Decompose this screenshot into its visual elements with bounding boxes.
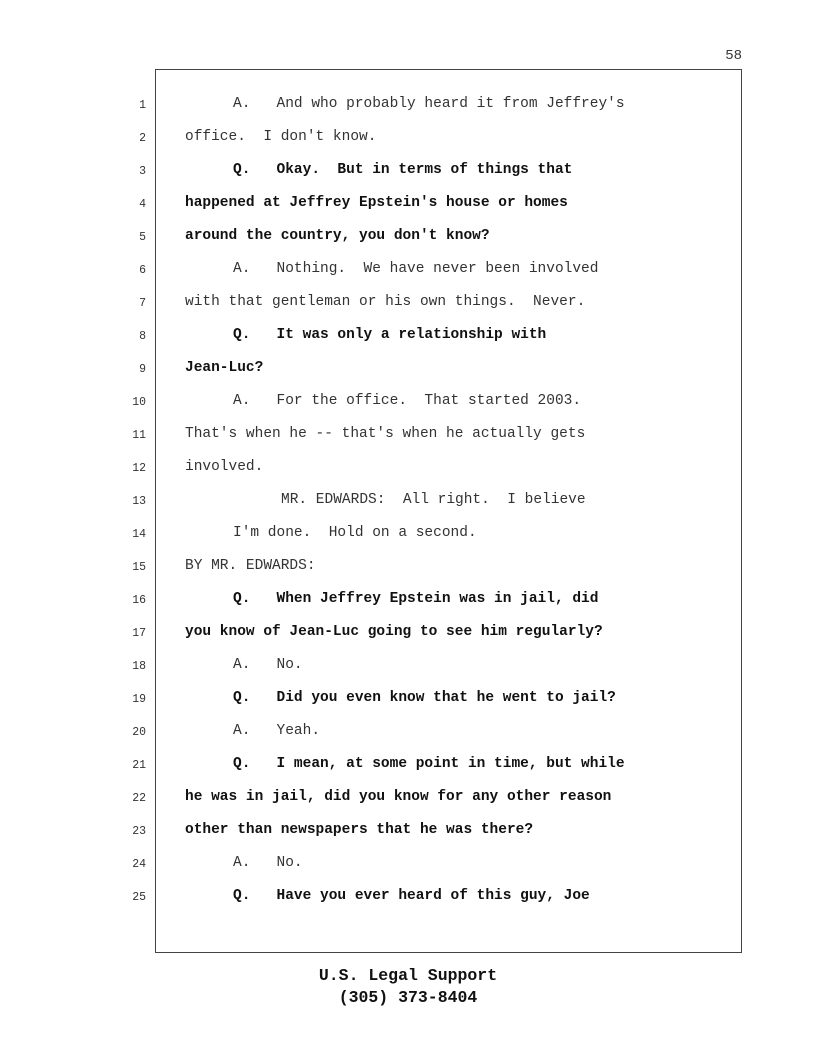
line-number: 2: [139, 132, 146, 145]
line-text: Q. Did you even know that he went to jail?: [233, 690, 616, 706]
transcript-line: [132, 492, 741, 512]
line-number: 10: [132, 396, 146, 409]
transcript-line: [139, 360, 741, 380]
transcript-line: [132, 723, 741, 743]
line-text: office. I don't know.: [185, 129, 377, 145]
transcript-line: [132, 822, 741, 842]
line-number: 17: [132, 627, 146, 640]
transcript-line: [139, 228, 741, 248]
line-number: 18: [132, 660, 146, 673]
transcript-line: [132, 558, 741, 578]
line-text: A. No.: [233, 657, 303, 673]
footer-phone: (305) 373-8404: [338, 988, 478, 1007]
line-text: Jean-Luc?: [185, 360, 264, 376]
line-text: he was in jail, did you know for any other reason: [185, 789, 612, 805]
transcript-line: [139, 327, 741, 347]
line-text: A. Nothing. We have never been involved: [233, 261, 599, 277]
line-text: around the country, you don't know?: [185, 228, 490, 244]
line-text: A. And who probably heard it from Jeffrey's: [233, 96, 625, 112]
transcript-line: [132, 426, 741, 446]
transcript-line: [132, 525, 741, 545]
line-number: 24: [132, 858, 146, 871]
line-text: MR. EDWARDS: All right. I believe: [281, 492, 586, 508]
transcript-line: [132, 657, 741, 677]
transcript-line: [132, 591, 741, 611]
line-number: 3: [139, 165, 146, 178]
line-text: Q. Okay. But in terms of things that: [233, 162, 573, 178]
line-text: A. Yeah.: [233, 723, 321, 739]
transcript-line: [132, 756, 741, 776]
line-text: I'm done. Hold on a second.: [233, 525, 477, 541]
line-number: 25: [132, 891, 146, 904]
transcript-line: [132, 855, 741, 875]
line-number: 6: [139, 264, 146, 277]
line-text: Q. It was only a relationship with: [233, 327, 547, 343]
line-number: 1: [139, 99, 146, 112]
line-number: 5: [139, 231, 146, 244]
transcript-line: [132, 393, 741, 413]
line-number: 12: [132, 462, 146, 475]
line-number: 8: [139, 330, 146, 343]
line-text: Q. I mean, at some point in time, but while: [233, 756, 625, 772]
line-number: 7: [139, 297, 146, 310]
line-number: 21: [132, 759, 146, 772]
line-number: 11: [132, 429, 146, 442]
transcript-box: [132, 69, 742, 953]
transcript-line: [139, 294, 741, 314]
page-number: 58: [725, 48, 742, 64]
line-text: other than newspapers that he was there?: [185, 822, 534, 838]
line-number: 19: [132, 693, 146, 706]
line-text: That's when he -- that's when he actually gets: [185, 426, 586, 442]
line-text: with that gentleman or his own things. Never.: [185, 294, 586, 310]
line-text: Q. Have you ever heard of this guy, Joe: [233, 888, 590, 904]
transcript-line: [139, 129, 741, 149]
transcript-line: [132, 624, 741, 644]
line-number: 22: [132, 792, 146, 805]
line-text: A. No.: [233, 855, 303, 871]
transcript-line: [139, 195, 741, 215]
line-number: 14: [132, 528, 146, 541]
line-number: 4: [139, 198, 146, 211]
line-text: involved.: [185, 459, 264, 475]
line-text: BY MR. EDWARDS:: [185, 558, 316, 574]
transcript-line: [132, 888, 741, 908]
line-text: you know of Jean-Luc going to see him regularly?: [185, 624, 603, 640]
transcript-line: [139, 261, 741, 281]
line-text: happened at Jeffrey Epstein's house or homes: [185, 195, 568, 211]
line-number: 23: [132, 825, 146, 838]
line-number: 15: [132, 561, 146, 574]
transcript-line: [139, 96, 741, 116]
line-text: A. For the office. That started 2003.: [233, 393, 582, 409]
transcript-line: [132, 459, 741, 479]
transcript-line: [132, 789, 741, 809]
line-number: 13: [132, 495, 146, 508]
line-number: 16: [132, 594, 146, 607]
line-text: Q. When Jeffrey Epstein was in jail, did: [233, 591, 599, 607]
line-number: 9: [139, 363, 146, 376]
transcript-line: [132, 690, 741, 710]
line-number: 20: [132, 726, 146, 739]
footer-company: U.S. Legal Support: [318, 966, 498, 985]
transcript-line: [139, 162, 741, 182]
